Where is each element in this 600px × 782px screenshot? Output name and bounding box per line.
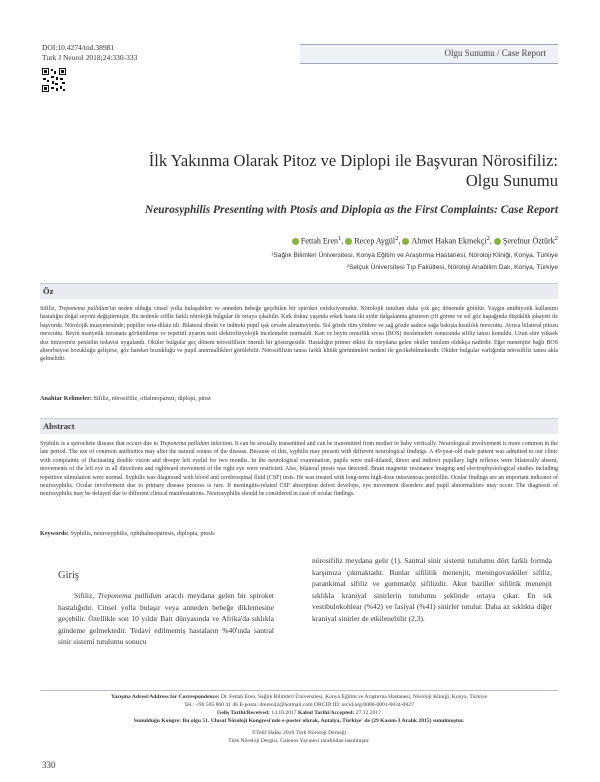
dates-line: Geliş Tarihi/Received: 14.10.2017 Kabul Tarihi/Accepted: 27.12.2017 [217, 710, 381, 716]
orcid-icon [402, 238, 409, 245]
oz-paragraph: Sifiliz, Treponema pallidum'un neden olduğu cinsel yolla bulaşabilen ve anneden bebeğe geçebilen bir spiroket enfeksiyonudur. Nörolojik tutulum daha çok geç dönemde görülür. Yaygın antibiyotik kullanımı hastalığın doğal seyrini değiştirmiştir. Bu nedenle sifiliz farklı nörolojik bulgular ile ortaya çıkabilir. Kırk dokuz yaşında erkek hasta iki aydır dalgalanma gösteren çift görme ve sol göz kapağında düşüklük şikayeti ile başvurdu. Nörolojik muayenesinde; pupiller orta-dilate idi. Bilateral direkt ve indirekt pupil ışık cevabı alınamıyordu. Sol gözde tüm yönlere ve sağ gözde sadece sağa bakışta kısıtlılık mevcuttu. Ayrıca bilateral pitozu mevcuttu. Beyin manyetik rezonans görüntüleme ve repetitif uyarım testi elektrofizyolojik incelemeler normaldi. Kan ve beyin omurilik sıvısı (BOS) incelemeleri sonucunda sifiliz tanısı konuldu. Uzun süre yüksek doz intravenöz penisilin tedavisi uygulandı. Oküler bulgular geç dönem nörosifilizin önemli bir göstergesidir. Hastalığın primer etkisi ile meydana gelen oküler tutulum oldukça nadirdir. Eğer menenjite bağlı BOS absorbsiyon bozukluğu gelişirse, göz hareket bozukluğu ve pupil anormallikleri görülebilir. Nörosifilizin tanısı farklı klinik görünümleri nedeni ile gecikebilmektedir. Oküler bulgular varlığında nörosifiliz tanısı akla gelmelidir. [40, 306, 558, 363]
author-name: Ahmet Hakan Ekmekçi [411, 236, 487, 246]
author-list: Fettah Eren$^1$, Recep Aygül$^2$, Ahmet Hakan Ekmekçi$^2$, Şerefnur Öztürk$^2$ [40, 235, 558, 246]
oz-heading: Öz [43, 286, 54, 296]
giris-right-column: nörosifiliz meydana gelir (1). Santral sinir sistemi tutulumu dört farklı formda karşımıza çıkmaktadır. Bunlar sifilitik menenjit, meningovasküler sifiliz, parankimal sifiliz ve gummatöz sifilizdir. Akut baziller sifilitik menenjit sıklıkla kraniyal sinirlerin tutulumu şeklinde ortaya çıkar. En sık vestibulokohlear (%42) ve fasiyal (%41) sinirler tutulur. Daha az sıklıkta diğer kraniyal sinirler de etkilenebilir (2,3). [312, 556, 552, 623]
affiliation-1: ¹Sağlık Bilimleri Üniversitesi, Konya Eğitim ve Araştırma Hastanesi, Nöroloji Kliniği, Konya, Türkiye [271, 252, 558, 259]
orcid-icon [345, 238, 352, 245]
section-label-bar [300, 44, 558, 64]
correspondence: Yazışma Adresi/Address for Correspondence: Dr. Fettah Eren, Sağlık Bilimleri Üniversitesi, Konya Eğitim ve Araştırma Hastanesi, Nöroloji Kliniği, Konya, Türkiye [110, 694, 488, 700]
doi: DOI:10.4274/tnd.38981 [42, 43, 115, 52]
affiliation-2: ²Selçuk Üniversitesi Tıp Fakültesi, Nöroloji Anabilim Dalı, Konya, Türkiye [346, 264, 558, 271]
congress-line: Sunulduğu Kongre: Bu olgu 51. Ulusal Nöroloji Kongresi'nde e-poster olarak, Antalya, Türkiye' de (29 Kasım-3 Aralık 2015) sunulmuştur. [133, 718, 465, 724]
orcid-icon [494, 238, 501, 245]
english-title: Neurosyphilis Presenting with Ptosis and Diplopia as the First Complaints: Case Report [145, 204, 558, 216]
section-label: Olgu Sunumu / Case Report [444, 48, 546, 58]
author-name: Fettah Eren [300, 236, 339, 246]
author-name: Şerefnur Öztürk [502, 236, 555, 246]
copyright-line-1: ©Telif Hakkı 2018 Türk Nöroloji Derneği [251, 730, 347, 736]
article-title: İlk Yakınma Olarak Pitoz ve Diplopi ile Başvuran Nörosifiliz: Olgu Sunumu [148, 151, 558, 190]
giris-heading: Giriş [58, 570, 79, 581]
orcid-icon [292, 238, 299, 245]
footer-rule [40, 690, 558, 691]
abstract-keywords: Keywords: Syphilis, neurosyphilis, ophthalmoparesis, diplopia, ptosis [40, 530, 215, 537]
copyright-line-2: Türk Nöroloji Dergisi, Galenos Yayınevi tarafından basılmıştır. [228, 738, 370, 744]
journal-ref: Turk J Neurol 2018;24:330-333 [42, 53, 138, 62]
qr-code-icon [42, 68, 66, 92]
article-meta [42, 43, 137, 63]
abstract-paragraph: Syphilis is a spirochete disease that occurs due to Treponema pallidum infection. It can be sexually transmitted and can be transmitted from mother to baby vertically. Neurological involvement is more common in the late period. The use of common antibiotics may alter the natural course of the disease. Because of this, syphilis may present with different neurological findings. A 49-year-old male patient was admitted to our clinic with complaints of fluctuating double vision and droopy left eyelid for two months. In the neurological examination, pupils were mid-dilated, direct and indirect pupillary light reflexes were bilaterally absent, movements of the left eye in all directions and rightward movement of the right eye were restricted. Also, bilateral ptosis was detected. Brain magnetic resonance imaging and electrophysiological studies including repetitive stimulation were normal. Syphilis was diagnosed with blood and cerebrospinal fluid (CSF) tests. He was treated with long-term high-dose intravenous penicillin. Ocular findings are an important indicator of neurosyphilis. Ocular involvement due to primary disease process is rare. If meningitis-related CSF absorption defect develops, eye movement disorders and pupil abnormalities may occur. The diagnosis of neurosyphilis may be delayed due to different clinical manifestations. Neurosyphilis should be considered in case of ocular findings. [40, 441, 559, 498]
abstract-heading-bar [40, 418, 558, 434]
oz-heading-bar [40, 283, 558, 299]
abstract-heading: Abstract [43, 421, 75, 431]
page-number: 330 [42, 760, 56, 770]
author-name: Recep Aygül [354, 236, 396, 246]
oz-keywords: Anahtar Kelimeler: Sifiliz, nörosifiliz, oftalmoparezi, diplopi, pitoz [40, 395, 211, 402]
giris-left-column: Sifiliz, Treponema pallidum aracılı meydana gelen bir spiroket hastalığıdır. Cinsel yolla bulaşır veya anneden bebeğe diklemesine geçebilir. Özellikle son 10 yıldır Batı dünyasında ve Afrika'da sıklıkla gündeme gelmektedir. Tedavi edilmemiş hastaların %40'ında santral sinir sistemi tutulumu sonucu [58, 591, 274, 646]
contact-line: Tel.: +90 505 860 41 46 E-posta: dreren42@hotmail.com ORCID ID: orcid.org/0000-0001-6834-0827 [184, 702, 414, 708]
